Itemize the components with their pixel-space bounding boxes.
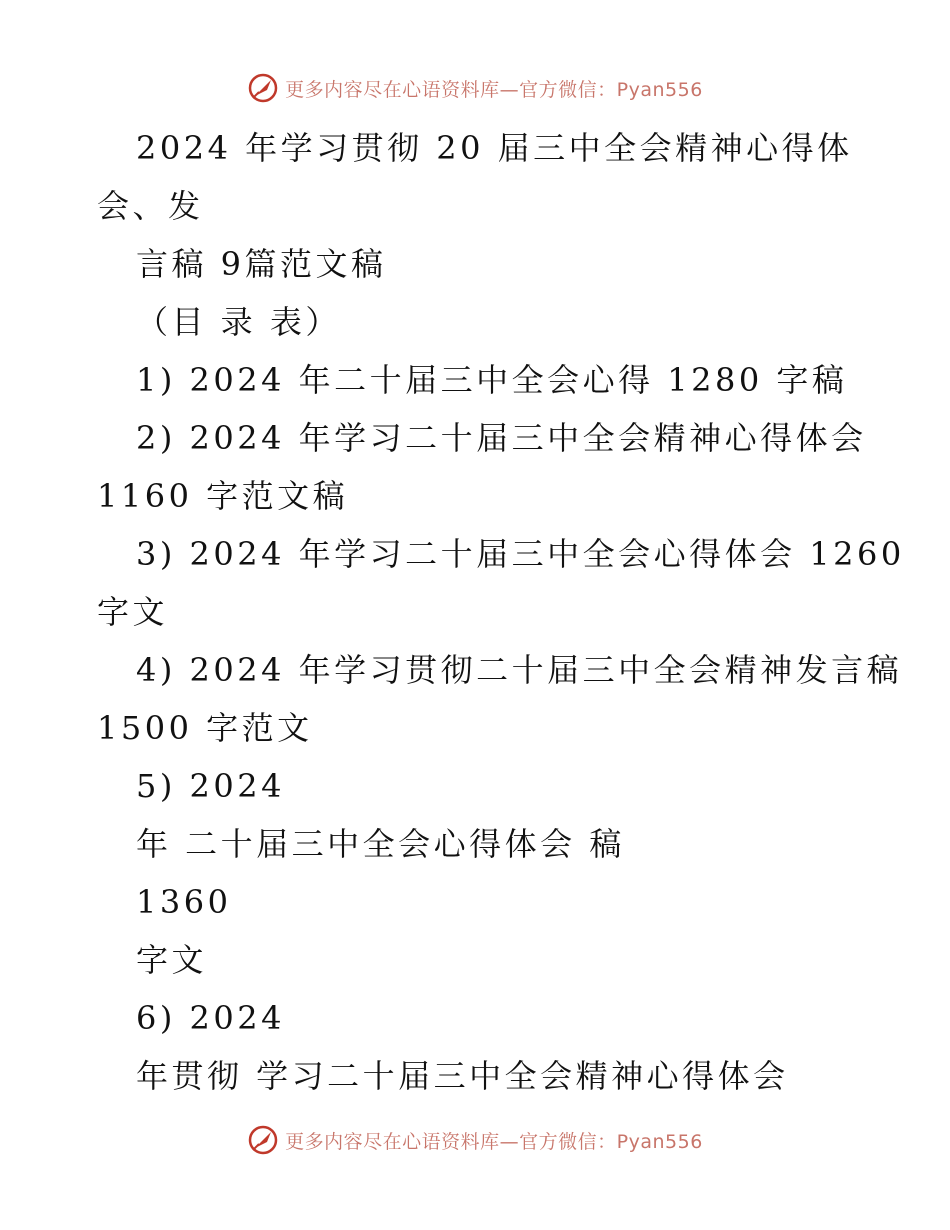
- watermark-text: 更多内容尽在心语资料库—官方微信：Pyan556: [285, 78, 703, 101]
- header-watermark: [0, 72, 950, 104]
- watermark-text: 更多内容尽在心语资料库—官方微信：Pyan556: [285, 1130, 703, 1153]
- toc-item-6-cont: 年贯彻 学习二十届三中全会精神心得体会: [136, 1057, 789, 1095]
- quill-logo-icon: [247, 72, 279, 104]
- toc-item-6: 6) 2024: [136, 999, 285, 1037]
- quill-logo-icon: [247, 1124, 279, 1156]
- footer-watermark: [0, 1124, 950, 1156]
- doc-title-line-2: 会、发: [97, 187, 204, 225]
- toc-item-2-cont: 1160 字范文稿: [97, 477, 349, 515]
- toc-item-3-cont: 字文: [97, 593, 169, 631]
- toc-item-5-cont-1: 年 二十届三中全会心得体会 稿: [136, 825, 625, 863]
- toc-item-5-cont-3: 字文: [136, 941, 208, 979]
- doc-title-line-3: 言稿 9篇范文稿: [136, 245, 387, 283]
- toc-item-4: 4) 2024 年学习贯彻二十届三中全会精神发言稿: [136, 651, 903, 689]
- toc-item-1: 1) 2024 年二十届三中全会心得 1280 字稿: [136, 361, 848, 399]
- doc-title-line-1: 2024 年学习贯彻 20 届三中全会精神心得体: [136, 129, 853, 167]
- toc-item-5-cont-2: 1360: [136, 883, 232, 921]
- toc-heading: （目 录 表）: [136, 303, 341, 341]
- toc-item-3: 3) 2024 年学习二十届三中全会心得体会 1260: [136, 535, 905, 573]
- toc-item-4-cont: 1500 字范文: [97, 709, 313, 747]
- toc-item-2: 2) 2024 年学习二十届三中全会精神心得体会: [136, 419, 867, 457]
- toc-item-5: 5) 2024: [136, 767, 285, 805]
